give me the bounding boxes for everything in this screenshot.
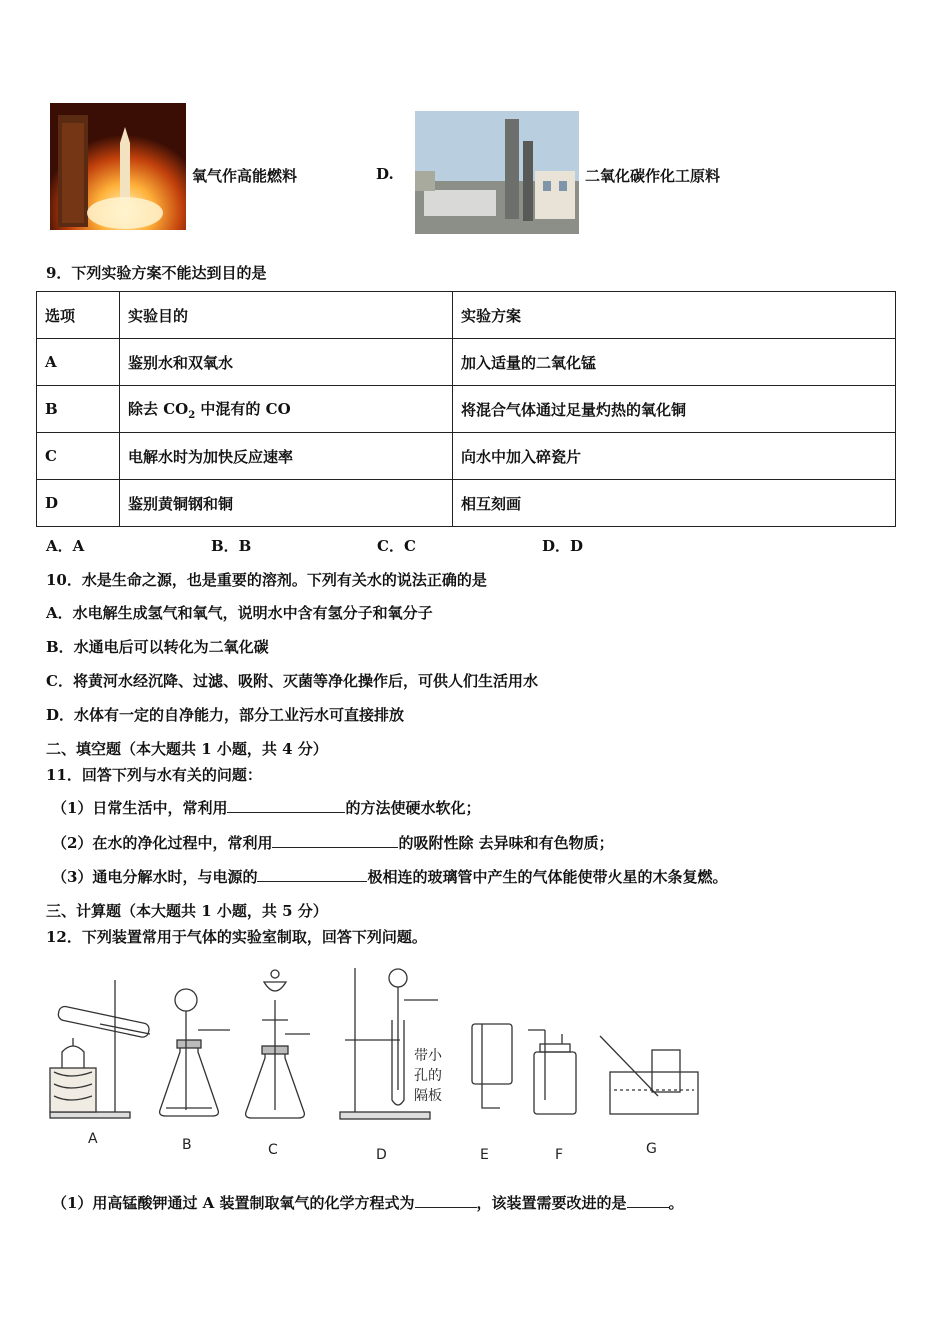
apparatus-c (246, 970, 310, 1118)
row-purpose: 除去 $CO_2$ 中混有的 CO (120, 386, 453, 433)
table-row (37, 386, 896, 433)
q10-stem: 10．水是生命之源，也是重要的溶剂。下列有关水的说法正确的是 (46, 571, 487, 589)
row-option: B (37, 386, 120, 433)
apparatus-diagram (40, 960, 720, 1130)
caption-b: B (182, 1137, 192, 1153)
header-plan: 实验方案 (453, 292, 896, 339)
q11-part2: （2）在水的净化过程中，常利用 的吸附性除 去异味和有色物质； (52, 834, 614, 852)
chemical-plant-image (415, 111, 579, 234)
row-purpose: 鉴别黄铜钢和铜 (120, 480, 453, 527)
q9-choice-a: A．A (46, 537, 85, 555)
apparatus-a (50, 980, 150, 1118)
section-fill-heading: 二、填空题（本大题共 1 小题，共 4 分） (46, 740, 328, 758)
option-d-text: 二氧化碳作化工原料 (585, 167, 721, 185)
apparatus-b (160, 989, 230, 1116)
answer-blank[interactable] (257, 867, 367, 882)
apparatus-g (600, 1036, 698, 1114)
option-c-text: 氧气作高能燃料 (192, 167, 298, 185)
apparatus-d-note: 带小 孔的 隔板 (414, 1048, 442, 1104)
caption-c: C (268, 1142, 278, 1158)
q12-stem: 12．下列装置常用于气体的实验室制取，回答下列问题。 (46, 928, 427, 946)
option-d-label: D. (376, 165, 394, 183)
row-plan: 加入适量的二氧化锰 (453, 339, 896, 386)
q11-stem: 11．回答下列与水有关的问题： (46, 766, 262, 784)
answer-blank[interactable] (272, 833, 398, 848)
q12-part1: （1）用高锰酸钾通过 A 装置制取氧气的化学方程式为 ，该装置需要改进的是 。 (52, 1194, 684, 1212)
q9-choice-d: D．D (542, 537, 584, 555)
row-option: D (37, 480, 120, 527)
row-option: A (37, 339, 120, 386)
row-plan: 相互刻画 (453, 480, 896, 527)
apparatus-f (528, 1030, 576, 1114)
table-row (37, 480, 896, 527)
answer-blank[interactable] (415, 1193, 477, 1208)
caption-g: G (646, 1141, 657, 1157)
caption-f: F (555, 1147, 564, 1163)
q9-choice-c: C．C (377, 537, 416, 555)
q11-part1: （1）日常生活中，常利用 的方法使硬水软化； (52, 799, 481, 817)
q11-part3: （3）通电分解水时，与电源的 极相连的玻璃管中产生的气体能使带火星的木条复燃。 (52, 868, 728, 886)
section-calc-heading: 三、计算题（本大题共 1 小题，共 5 分） (46, 902, 328, 920)
caption-e: E (480, 1147, 489, 1163)
q10-option-c: C．将黄河水经沉降、过滤、吸附、灭菌等净化操作后，可供人们生活用水 (46, 672, 538, 690)
row-purpose: 电解水时为加快反应速率 (120, 433, 453, 480)
rocket-launch-image (50, 103, 186, 230)
answer-blank[interactable] (227, 798, 345, 813)
q9-stem: 9．下列实验方案不能达到目的是 (46, 264, 267, 282)
header-purpose: 实验目的 (120, 292, 453, 339)
apparatus-e (472, 1024, 512, 1108)
table-row (37, 433, 896, 480)
caption-d: D (376, 1147, 387, 1163)
row-option: C (37, 433, 120, 480)
q9-table (36, 291, 896, 527)
caption-a: A (88, 1131, 98, 1147)
q9-choice-b: B．B (211, 537, 252, 555)
row-purpose: 鉴别水和双氧水 (120, 339, 453, 386)
q10-option-b: B．水通电后可以转化为二氧化碳 (46, 638, 269, 656)
answer-blank[interactable] (627, 1193, 669, 1208)
row-plan: 将混合气体通过足量灼热的氧化铜 (453, 386, 896, 433)
q10-option-d: D．水体有一定的自净能力，部分工业污水可直接排放 (46, 706, 405, 724)
table-row (37, 339, 896, 386)
table-header-row (37, 292, 896, 339)
q10-option-a: A．水电解生成氢气和氧气，说明水中含有氢分子和氧分子 (46, 604, 433, 622)
header-option: 选项 (37, 292, 120, 339)
row-plan: 向水中加入碎瓷片 (453, 433, 896, 480)
